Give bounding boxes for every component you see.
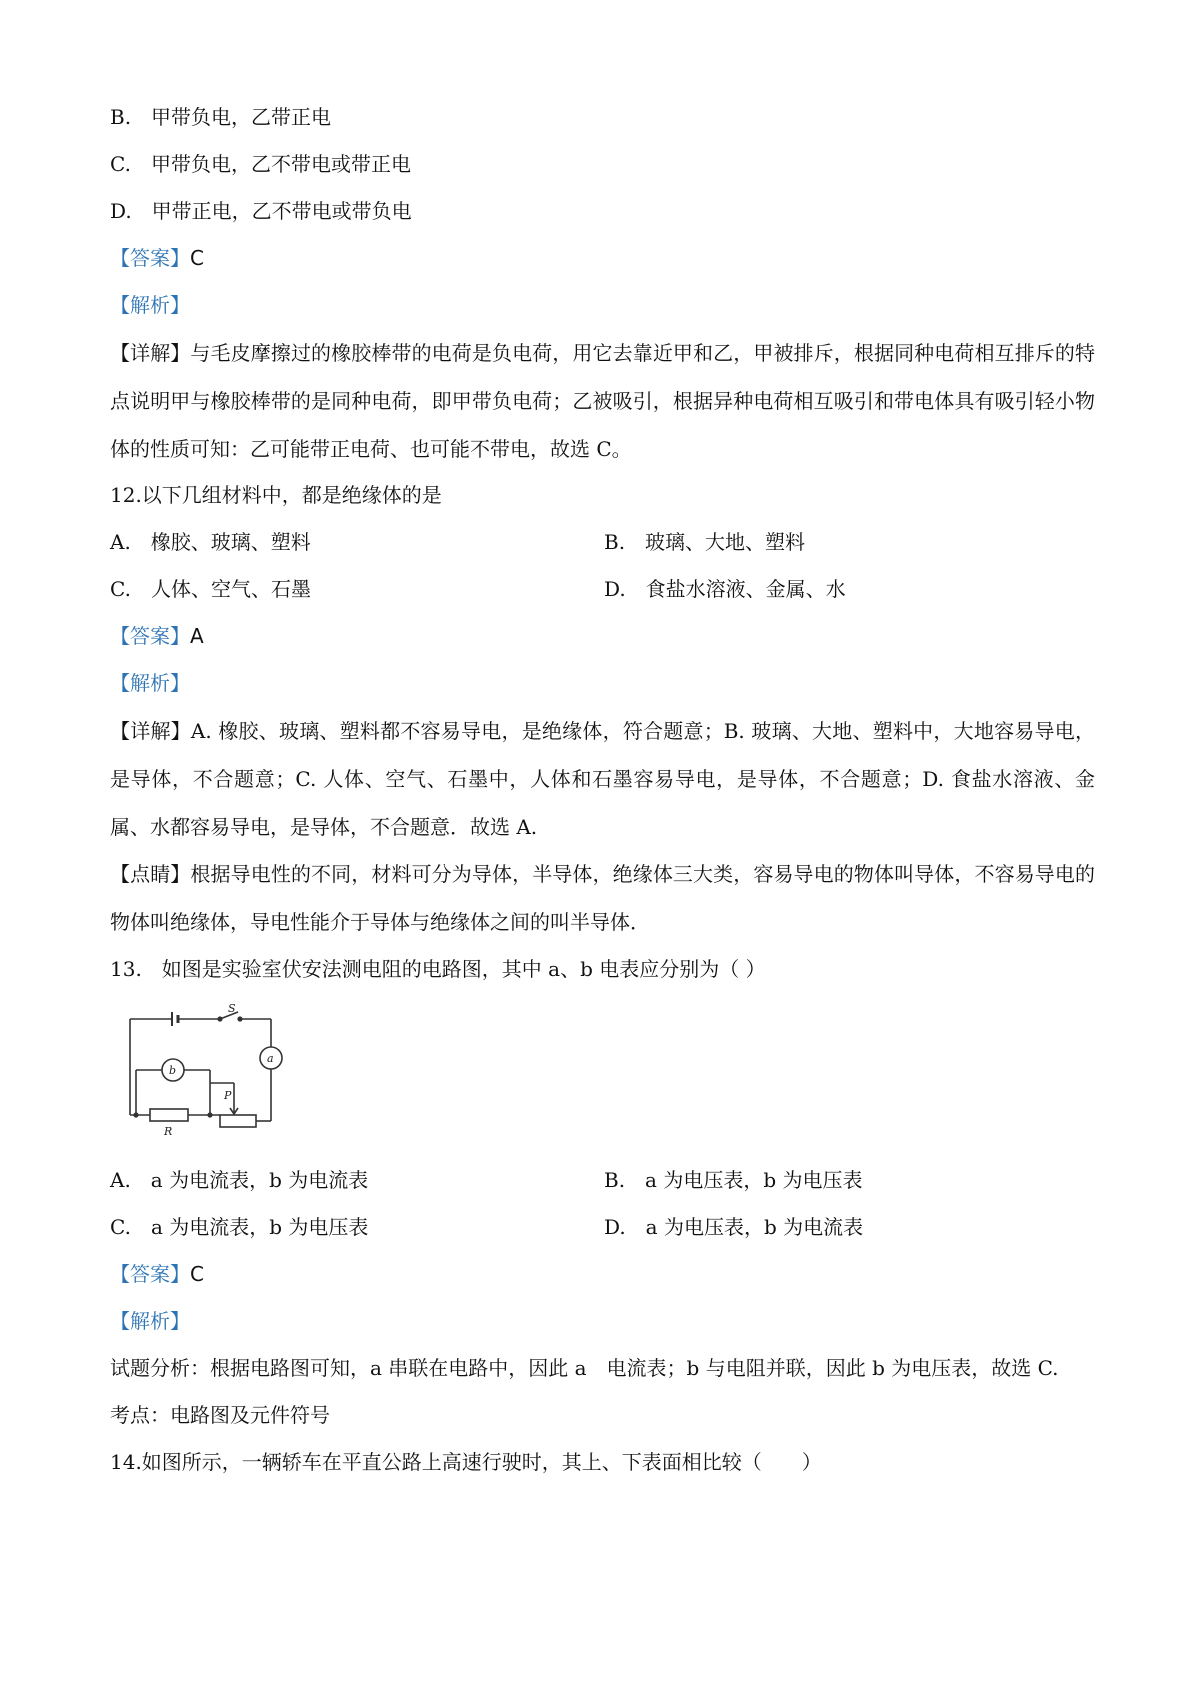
resistor-r [150,1109,188,1121]
circuit-diagram [120,1002,306,1138]
q12-option-a: A. 橡胶、玻璃、塑料 [110,530,311,554]
q12-option-d: D. 食盐水溶液、金属、水 [604,577,846,601]
q12-option-b: B. 玻璃、大地、塑料 [604,530,806,554]
q12-analysis-label: 【解析】 [110,671,190,695]
q11-option-d: D. 甲带正电，乙不带电或带负电 [110,199,412,223]
q13-answer [110,1260,204,1288]
comment-label: 【点睛】 [110,862,191,886]
q13-option-c: C. a 为电流表，b 为电压表 [110,1215,369,1239]
q13-analysis-text: 试题分析：根据电路图可知，a 串联在电路中，因此 a 电流表；b 与电阻并联，因此 b 为电压表，故选 C. [110,1356,1059,1380]
answer-label: 【答案】 [110,1262,190,1286]
q11-detail [110,329,1095,473]
q11-analysis-label: 【解析】 [110,293,190,317]
q13-keypoint: 考点：电路图及元件符号 [110,1403,330,1427]
slider-label: P [224,1089,232,1102]
q12-option-c: C. 人体、空气、石墨 [110,577,311,601]
detail-label: 【详解】 [110,341,191,365]
junction-dot [134,1113,138,1117]
answer-value: C [190,246,204,270]
q13-stem: 13. 如图是实验室伏安法测电阻的电路图，其中 a、b 电表应分别为（ ） [110,957,766,981]
detail-text: A. 橡胶、玻璃、塑料都不容易导电，是绝缘体，符合题意；B. 玻璃、大地、塑料中，大地容易导电，是导体，不合题意；C. 人体、空气、石墨中，人体和石墨容易导电，是导体，不合题意；D. 食盐水溶液、金属、水都容易导电，是导体，不合题意．故选 A. [110,719,1095,839]
switch-contact [218,1017,222,1021]
detail-label: 【详解】 [110,719,191,743]
q13-analysis-label: 【解析】 [110,1309,190,1333]
answer-label: 【答案】 [110,624,190,648]
q12-comment [110,850,1095,946]
q12-stem: 12.以下几组材料中，都是绝缘体的是 [110,483,442,507]
junction-dot [208,1113,212,1117]
rheostat [220,1115,256,1127]
answer-value: A [190,624,204,648]
q11-answer [110,244,204,272]
q13-option-b: B. a 为电压表，b 为电压表 [604,1168,863,1192]
switch-label: S [228,1002,236,1015]
answer-label: 【答案】 [110,246,190,270]
resistor-label: R [164,1125,173,1138]
q13-option-a: A. a 为电流表，b 为电流表 [110,1168,369,1192]
q11-option-b: B. 甲带负电，乙带正电 [110,105,332,129]
detail-text: 与毛皮摩擦过的橡胶棒带的电荷是负电荷，用它去靠近甲和乙，甲被排斥，根据同种电荷相互排斥的特点说明甲与橡胶棒带的是同种电荷，即甲带负电荷；乙被吸引，根据异种电荷相互吸引和带电体具有吸引轻小物体的性质可知：乙可能带正电荷、也可能不带电，故选 C。 [110,341,1096,461]
q11-option-c: C. 甲带负电，乙不带电或带正电 [110,152,411,176]
meter-b-label: b [169,1064,177,1077]
comment-text: 根据导电性的不同，材料可分为导体，半导体，绝缘体三大类，容易导电的物体叫导体，不容易导电的物体叫绝缘体，导电性能介于导体与绝缘体之间的叫半导体． [110,862,1096,934]
q12-detail [110,707,1095,851]
q13-option-d: D. a 为电压表，b 为电流表 [604,1215,864,1239]
q12-answer [110,622,204,650]
meter-a-label: a [267,1052,274,1065]
q14-stem: 14.如图所示，一辆轿车在平直公路上高速行驶时，其上、下表面相比较（ ） [110,1450,822,1474]
answer-value: C [190,1262,204,1286]
